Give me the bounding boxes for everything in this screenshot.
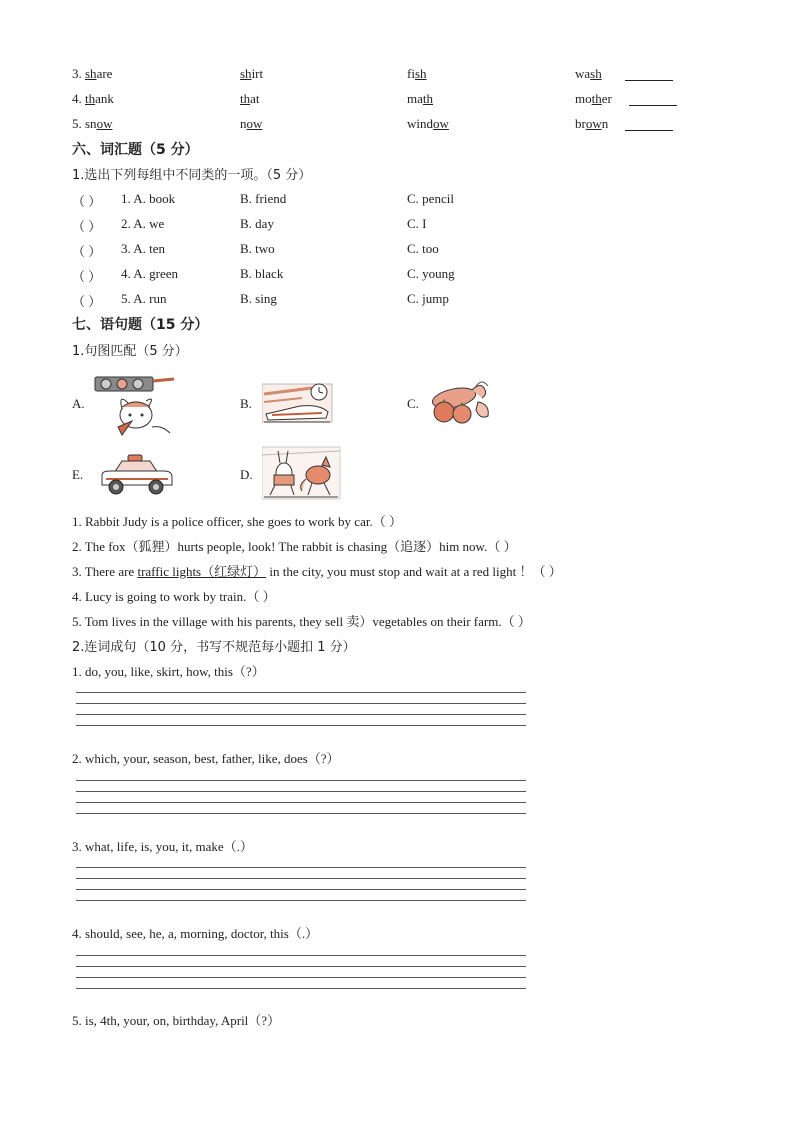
underlined-letters: th [422, 91, 434, 106]
word-prefix: n [240, 116, 247, 131]
word-suffix: irt [251, 66, 264, 81]
answer-paren[interactable]: （ ） [72, 219, 102, 234]
answer-paren[interactable]: （ ） [72, 244, 102, 259]
option-a: 5. A. run [121, 291, 167, 306]
option-c: C. too [407, 241, 439, 256]
word-suffix: n [601, 116, 609, 131]
underlined-letters: sh [85, 66, 97, 81]
phonics-word [575, 91, 612, 107]
option-c: C. young [407, 266, 455, 281]
option-b: B. day [240, 216, 274, 231]
underlined-letters: th [240, 91, 251, 106]
section-7-part2-instruction: 2.连词成句（10 分，书写不规范每小题扣 1 分） [72, 640, 356, 655]
vegetables-picture [428, 380, 498, 426]
match-sentence-5: 5. Tom lives in the village with his parents, they sell 卖）vegetables on their farm.（ ） [72, 614, 531, 629]
picture-label-a: A. [72, 396, 85, 411]
traffic-light-rabbit-picture [92, 375, 184, 437]
item-number: 5. [72, 116, 85, 131]
writing-lines-1[interactable] [76, 692, 526, 726]
word-prefix: wa [575, 66, 591, 81]
section-7-title: 七、语句题（15 分） [72, 317, 209, 333]
phonics-word [407, 66, 427, 82]
sentence-text: 3. There are [72, 564, 138, 579]
word-prefix: ma [407, 91, 423, 106]
word-suffix: ank [95, 91, 114, 106]
match-sentence-1: 1. Rabbit Judy is a police officer, she goes to work by car.（ ） [72, 514, 402, 529]
word-prefix: br [575, 116, 586, 131]
picture-label-e: E. [72, 467, 84, 482]
reorder-question-5: 5. is, 4th, your, on, birthday, April（?） [72, 1013, 281, 1028]
phonics-row-3 [72, 66, 112, 82]
word-prefix: mo [575, 91, 592, 106]
phonics-word [575, 66, 602, 82]
answer-paren[interactable]: （ ） [72, 269, 102, 284]
phonics-word [240, 116, 262, 132]
police-car-picture [98, 453, 174, 497]
word-prefix: sn [85, 116, 97, 131]
section-7-part1-instruction: 1.句图匹配（5 分） [72, 344, 188, 359]
answer-blank[interactable] [629, 93, 677, 106]
underlined-letters: sh [240, 66, 252, 81]
answer-blank[interactable] [625, 118, 673, 131]
word-prefix: fi [407, 66, 415, 81]
option-a: 1. A. book [121, 191, 176, 206]
underlined-term: traffic lights（红绿灯） [137, 564, 267, 579]
reorder-question-1: 1. do, you, like, skirt, how, this（?） [72, 664, 265, 679]
option-b: B. black [240, 266, 284, 281]
match-sentence-3 [72, 561, 562, 580]
picture-label-b: B. [240, 396, 252, 411]
option-a: 2. A. we [121, 216, 165, 231]
option-c: C. jump [407, 291, 449, 306]
phonics-word [240, 91, 260, 107]
section-6-instruction: 1.选出下列每组中不同类的一项。（5 分） [72, 168, 312, 183]
phonics-word [407, 116, 449, 132]
underlined-letters: ow [433, 116, 449, 131]
underlined-letters: th [85, 91, 96, 106]
picture-label-d: D. [240, 467, 253, 482]
underlined-letters: ow [585, 116, 602, 131]
option-b: B. friend [240, 191, 287, 206]
option-a: 3. A. ten [121, 241, 166, 256]
option-c: C. I [407, 216, 427, 231]
word-suffix: at [250, 91, 260, 106]
section-6-title: 六、词汇题（5 分） [72, 142, 199, 158]
underlined-letters: ow [246, 116, 263, 131]
rabbit-chasing-fox-picture [262, 445, 342, 501]
answer-blank[interactable] [625, 68, 673, 81]
reorder-question-2: 2. which, your, season, best, father, like, does（?） [72, 751, 340, 766]
option-a: 4. A. green [121, 266, 179, 281]
picture-label-c: C. [407, 396, 419, 411]
word-suffix: er [601, 91, 612, 106]
option-c: C. pencil [407, 191, 454, 206]
phonics-row-5 [72, 116, 112, 132]
option-b: B. sing [240, 291, 277, 306]
writing-lines-3[interactable] [76, 867, 526, 901]
phonics-word [240, 66, 263, 82]
sentence-text: in the city, you must stop and wait at a red light ！（ ） [266, 564, 562, 579]
match-sentence-2: 2. The fox（狐狸）hurts people, look! The rabbit is chasing（追逐）him now.（ ） [72, 539, 517, 554]
reorder-question-3: 3. what, life, is, you, it, make（.） [72, 839, 253, 854]
reorder-question-4: 4. should, see, he, a, morning, doctor, this（.） [72, 926, 319, 941]
item-number: 3. [72, 66, 85, 81]
match-sentence-4: 4. Lucy is going to work by train.（ ） [72, 589, 276, 604]
phonics-row-4 [72, 91, 114, 107]
writing-lines-2[interactable] [76, 780, 526, 814]
underlined-letters: sh [414, 66, 427, 81]
underlined-letters: ow [96, 116, 113, 131]
answer-paren[interactable]: （ ） [72, 194, 102, 209]
word-suffix: are [96, 66, 113, 81]
answer-paren[interactable]: （ ） [72, 294, 102, 309]
underlined-letters: th [591, 91, 602, 106]
writing-lines-4[interactable] [76, 955, 526, 989]
underlined-letters: sh [590, 66, 602, 81]
word-prefix: wind [407, 116, 433, 131]
train-picture [262, 380, 334, 426]
phonics-word [575, 116, 608, 132]
phonics-word [407, 91, 433, 107]
option-b: B. two [240, 241, 275, 256]
item-number: 4. [72, 91, 85, 106]
